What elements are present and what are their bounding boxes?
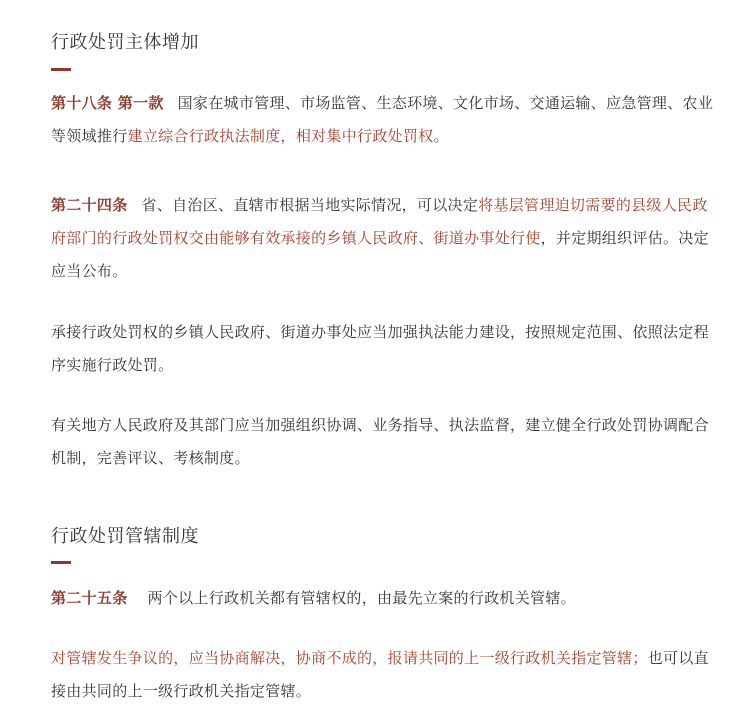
article-18-text: 国家在城市管理、市场监管、生态环境、文化市场、交通运输、应急管理、农业等领域推行 bbox=[51, 94, 714, 145]
article-18-label: 第十八条 第一款 bbox=[51, 94, 164, 112]
capacity-building-paragraph: 承接行政处罚权的乡镇人民政府、街道办事处应当加强执法能力建设，按照规定范围、依照法定程序实施行政处罚。 bbox=[51, 323, 709, 374]
article-18-highlight: 建立综合行政执法制度，相对集中行政处罚权 bbox=[127, 127, 434, 145]
section-title-subject: 行政处罚主体增加 bbox=[51, 32, 199, 53]
dispute-text: 也可以直接由共同的上一级行政机关指定管辖。 bbox=[51, 649, 709, 700]
title-underline bbox=[51, 561, 71, 564]
article-25-text: 两个以上行政机关都有管辖权的，由最先立案的行政机关管辖。 bbox=[147, 589, 576, 607]
dispute-paragraph bbox=[51, 642, 716, 708]
article-24-paragraph bbox=[51, 189, 716, 288]
coordination-paragraph: 有关地方人民政府及其部门应当加强组织协调、业务指导、执法监督，建立健全行政处罚协调配合机制，完善评议、考核制度。 bbox=[51, 416, 709, 467]
title-underline bbox=[51, 68, 71, 71]
article-25-paragraph bbox=[51, 582, 716, 615]
article-24-text: 省、自治区、直辖市根据当地实际情况，可以决定 bbox=[141, 196, 479, 214]
article-18-paragraph bbox=[51, 87, 716, 153]
article-24-highlight: 将基层管理迫切需要的县级人民政府部门的行政处罚权交由能够有效承接的乡镇人民政府、街道办事处行使 bbox=[51, 196, 708, 247]
article-25-label: 第二十五条 bbox=[51, 589, 128, 607]
article-24-label: 第二十四条 bbox=[51, 196, 128, 214]
article-18-end: 。 bbox=[433, 127, 449, 145]
dispute-highlight: 对管辖发生争议的，应当协商解决，协商不成的，报请共同的上一级行政机关指定管辖； bbox=[51, 649, 648, 667]
article-24-end: ，并定期组织评估。决定应当公布。 bbox=[51, 229, 709, 280]
section-title-jurisdiction: 行政处罚管辖制度 bbox=[51, 526, 199, 547]
